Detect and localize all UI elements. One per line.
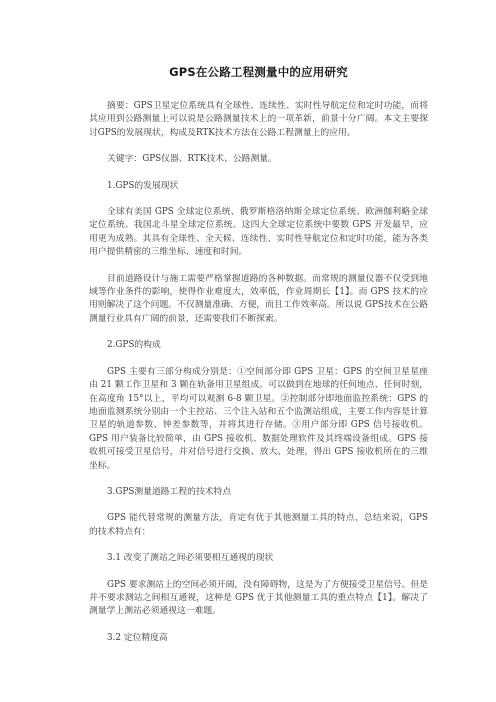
article-title: GPS在公路工程测量中的应用研究 bbox=[169, 65, 348, 79]
section-1-paragraph-2: 目前道路设计与施工需要严格掌握道路的各种数据。而常规的测量仪器不仅受到地域等作业条件的影响，使得作业难度大，效率低，作业周期长【1】。而 GPS 技术的应用则解决了这个问题。不仅测量准确、方便，而且工作效率高。所以说 GPS技术在公路测量行业具有广阔的前景，还需要我们不断探索。 bbox=[89, 273, 428, 324]
section-heading-2: 2.GPS的构成 bbox=[107, 340, 161, 351]
subsection-heading-3-2: 3.2 定位精度高 bbox=[107, 632, 168, 643]
section-heading-1: 1.GPS的发展现状 bbox=[107, 180, 179, 191]
section-1-paragraph-1: 全球有美国 GPS 全球定位系统、俄罗斯格洛纳斯全球定位系统、欧洲伽利略全球定位系统、我国北斗星全球定位系统。这四大全球定位系统中要数 GPS 开发最早，应用更为成熟。其具有全球性、全天候、连续性、实时性导航定位和定时功能，能为各类用户提供精密的三维坐标、速度和时间。 bbox=[89, 207, 428, 258]
subsection-heading-3-1: 3.1 改变了测站之间必须要相互通视的现状 bbox=[107, 553, 274, 564]
section-heading-3: 3.GPS测量道路工程的技术特点 bbox=[107, 486, 232, 497]
section-3-paragraph-1: GPS 能代替常规的测量方法，肯定有优于其他测量工具的特点，总结来说，GPS 的技术特点有： bbox=[89, 513, 428, 537]
abstract: 摘要：GPS卫星定位系统具有全球性、连续性、实时性导航定位和定时功能，而将其应用到公路测量上可以说是公路测量技术上的一项革新，前景十分广阔。本文主要探讨GPS的发展现状，构成及RTK技术方法在公路工程测量上的应用。 bbox=[89, 101, 428, 138]
subsection-3-1-paragraph-1: GPS 要求测站上的空间必须开阔，没有障碍物，这是为了方便接受卫星信号。但是并不要求测站之间相互通视，这种是 GPS 优于其他测量工具的重点特点【1】。解决了测量学上测站必须通视这一难题。 bbox=[89, 579, 428, 617]
keywords: 关键字：GPS仪器、RTK技术、公路测量。 bbox=[107, 154, 277, 165]
section-2-paragraph-1: GPS 主要有三部分构成分别是：①空间部分即 GPS 卫星：GPS 的空间卫星星座由 21 颗工作卫星和 3 颗在轨备用卫星组成。可以做到在地球的任何地点、任何时刻，在高度角 15°以上，平均可以观测 6-8 颗卫星。②控制部分即地面监控系统：GPS 的地面监测系统分别由一个主控站、三个注入站和五个监测站组成，主要工作内容是计算卫星的轨道参数、钟差参数等，并将其进行存储。③用户部分即 GPS 信号接收机。GPS 用户装备比较简单，由 GPS 接收机、数据处理软件及其终端设备组成。GPS 接收机可接受卫星信号，并对信号进行交换、放大、处理，得出 GPS 接收机所在的三维坐标。 bbox=[89, 366, 428, 471]
